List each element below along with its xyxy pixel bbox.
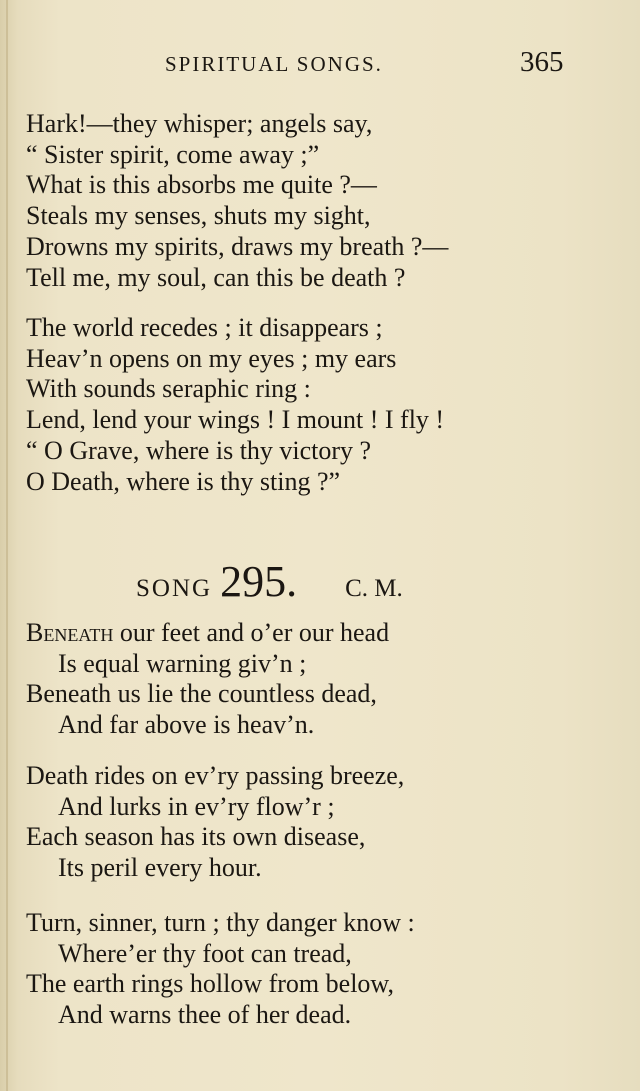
stanza-line: Lend, lend your wings ! I mount ! I fly ! <box>26 405 445 435</box>
song-stanza-1 <box>26 618 389 741</box>
stanza-line: And lurks in ev’ry flow’r ; <box>58 791 335 821</box>
stanza-line: Each season has its own disease, <box>26 822 366 852</box>
stanza-line: The earth rings hollow from below, <box>26 969 394 999</box>
stanza-line: And far above is heav’n. <box>58 710 315 740</box>
first-line-rest: our feet and o’er our head <box>113 618 390 647</box>
stanza-line: Turn, sinner, turn ; thy danger know : <box>26 908 415 937</box>
song-number: 295. <box>220 557 298 606</box>
song-heading <box>136 556 403 607</box>
first-word: Beneath <box>26 618 114 647</box>
stanza-line: Tell me, my soul, can this be death ? <box>26 262 406 292</box>
stanza-line: “ O Grave, where is thy victory ? <box>26 435 372 465</box>
song-stanza-3 <box>26 908 415 1031</box>
page-number: 365 <box>520 46 564 78</box>
stanza-line: Where’er thy foot can tread, <box>58 938 352 968</box>
running-head: SPIRITUAL SONGS. <box>165 52 383 76</box>
stanza-line: Hark!—they whisper; angels say, <box>26 109 373 138</box>
song-meter: C. M. <box>345 575 403 602</box>
stanza-line: Steals my senses, shuts my sight, <box>26 201 371 231</box>
stanza-line: Is equal warning giv’n ; <box>58 648 307 678</box>
stanza-1 <box>26 109 448 293</box>
stanza-line <box>26 618 389 649</box>
song-stanza-2 <box>26 761 404 884</box>
stanza-line: What is this absorbs me quite ?— <box>26 170 377 200</box>
stanza-2 <box>26 313 444 497</box>
stanza-line: Beneath us lie the countless dead, <box>26 679 377 709</box>
stanza-line: And warns thee of her dead. <box>58 1000 352 1030</box>
stanza-line: With sounds seraphic ring : <box>26 374 311 404</box>
stanza-line: Death rides on ev’ry passing breeze, <box>26 761 405 790</box>
page-gutter-edge <box>6 0 8 1091</box>
song-label: SONG <box>136 575 213 602</box>
stanza-line: The world recedes ; it disappears ; <box>26 313 383 342</box>
stanza-line: “ Sister spirit, come away ;” <box>26 139 320 169</box>
stanza-line: Heav’n opens on my eyes ; my ears <box>26 343 397 373</box>
stanza-line: Drowns my spirits, draws my breath ?— <box>26 231 449 261</box>
stanza-line: Its peril every hour. <box>58 853 262 883</box>
stanza-line: O Death, where is thy sting ?” <box>26 466 341 496</box>
